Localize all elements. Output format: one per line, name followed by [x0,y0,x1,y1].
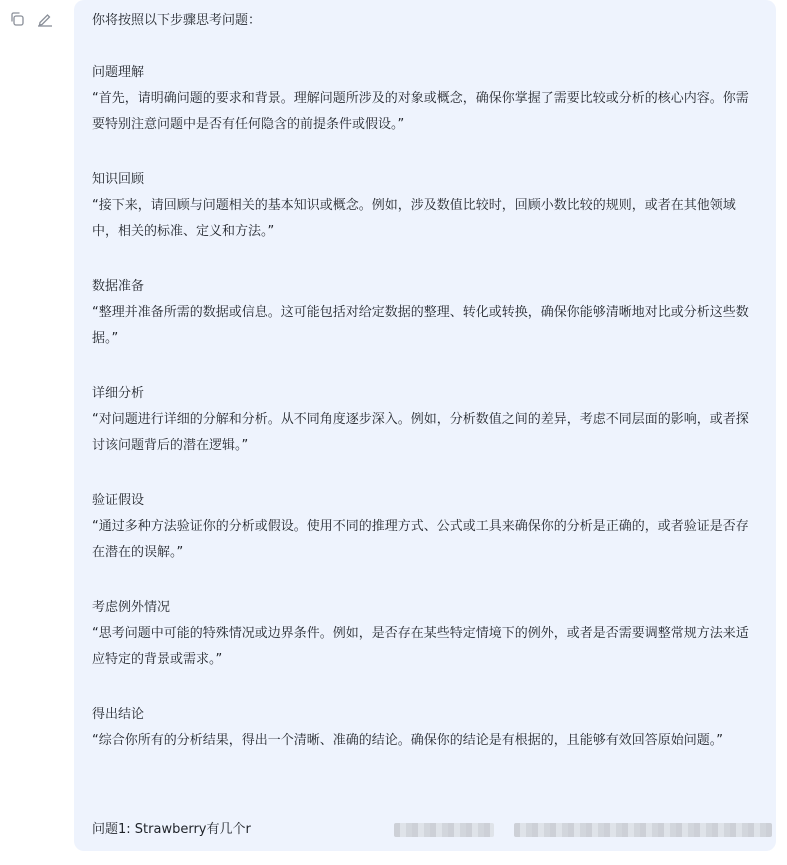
step-body: “整理并准备所需的数据或信息。这可能包括对给定数据的整理、转化或转换，确保你能够清晰地对比或分析这些数据。” [92,305,749,346]
message-content [92,11,758,754]
step-body: “综合你所有的分析结果，得出一个清晰、准确的结论。确保你的结论是有根据的，且能够有效回答原始问题。” [92,733,723,748]
step-section [92,586,758,673]
step-section [92,372,758,459]
step-title: 得出结论 [92,707,145,722]
step-section [92,51,758,138]
question-line [92,820,251,840]
step-title: 考虑例外情况 [92,600,171,615]
step-section [92,479,758,566]
message-intro: 你将按照以下步骤思考问题： [92,13,262,28]
copy-icon[interactable] [8,10,26,28]
message-actions [8,10,54,28]
step-body: “接下来，请回顾与问题相关的基本知识或概念。例如，涉及数值比较时，回顾小数比较的规则，或者在其他领域中，相关的标准、定义和方法。” [92,198,736,239]
question-text: 问题1: Strawberry有几个r [92,822,251,837]
user-message-bubble [74,0,776,851]
step-body: “思考问题中可能的特殊情况或边界条件。例如，是否存在某些特定情境下的例外，或者是否需要调整常规方法来适应特定的背景或需求。” [92,626,749,667]
redacted-block [394,823,494,837]
step-title: 知识回顾 [92,172,145,187]
step-body: “首先，请明确问题的要求和背景。理解问题所涉及的对象或概念，确保你掌握了需要比较或分析的核心内容。你需要特别注意问题中是否有任何隐含的前提条件或假设。” [92,91,749,132]
step-title: 详细分析 [92,386,145,401]
step-title: 数据准备 [92,279,145,294]
step-title: 问题理解 [92,65,145,80]
step-section [92,693,758,754]
step-title: 验证假设 [92,493,145,508]
step-body: “对问题进行详细的分解和分析。从不同角度逐步深入。例如，分析数值之间的差异，考虑不同层面的影响，或者探讨该问题背后的潜在逻辑。” [92,412,749,453]
redacted-block [514,823,772,837]
pencil-icon[interactable] [36,10,54,28]
step-section [92,158,758,245]
step-body: “通过多种方法验证你的分析或假设。使用不同的推理方式、公式或工具来确保你的分析是正确的，或者验证是否存在潜在的误解。” [92,519,749,560]
step-section [92,265,758,352]
